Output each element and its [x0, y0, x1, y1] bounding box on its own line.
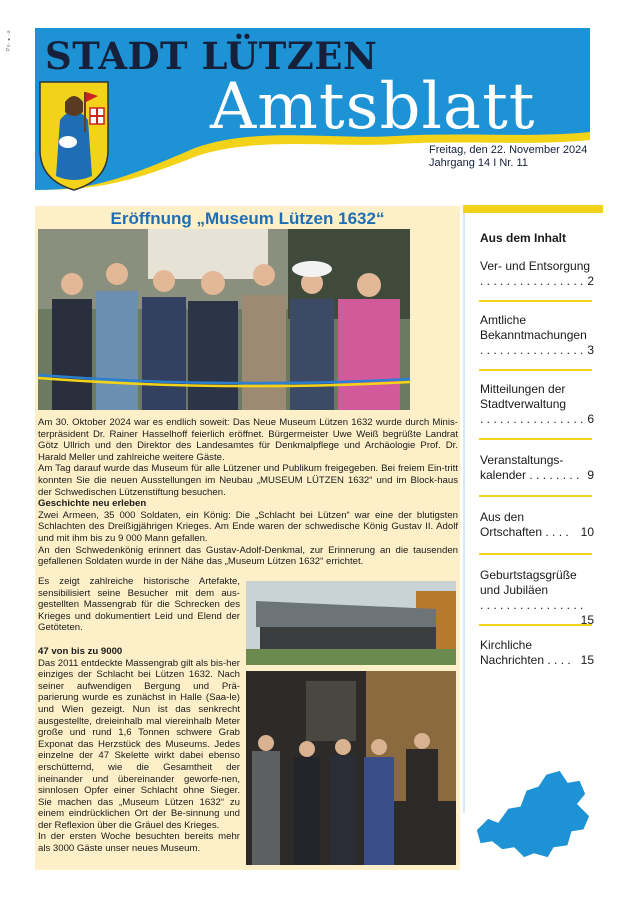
- toc-item-supply[interactable]: [480, 259, 594, 289]
- toc-label: und Jubiläen: [480, 583, 549, 597]
- section-title-grave: 47 von bis zu 9000: [38, 645, 123, 657]
- toc-page: 9: [587, 468, 594, 482]
- toc-title: Aus dem Inhalt: [480, 231, 567, 245]
- toc-item-church[interactable]: [480, 638, 594, 668]
- intro-paragraph: Am 30. Oktober 2024 war es endlich soweit: Das Neue Museum Lützen 1632 wurde durch Minis-terpräsident Dr. Rainer Hasselhoff feierlich eröffnet. Bürgermeister Uwe Weiß begrüßte Landrat Götz Ullrich und den Direktor des Landesamtes für Denkmalpflege und Archäologie Prof. Dr. Harald Meller und zahlreiche weitere Gäste.: [38, 417, 458, 463]
- toc-label: Geburtstagsgrüße: [480, 568, 577, 582]
- toc-page: 2: [587, 274, 594, 288]
- toc-dots: . . . . . . . . . . . . . . . .: [480, 343, 584, 357]
- toc-item-administration[interactable]: [480, 382, 594, 427]
- sidebar-divider: [463, 213, 465, 813]
- toc-item-birthdays[interactable]: [480, 568, 594, 628]
- toc-label: Veranstaltungs-: [480, 453, 564, 467]
- section-title-history: Geschichte neu erleben: [38, 498, 147, 510]
- main-article: [35, 206, 460, 870]
- municipality-map-icon: [468, 760, 600, 860]
- city-crest-icon: [38, 80, 110, 192]
- toc-page: 15: [580, 653, 594, 667]
- museum-interior-photo: [246, 671, 456, 865]
- toc-divider: [479, 495, 592, 497]
- issue-info: [429, 144, 587, 170]
- toc-item-districts[interactable]: [480, 510, 594, 540]
- article-headline: Eröffnung „Museum Lützen 1632“: [110, 209, 385, 228]
- publication-title: Amtsblatt: [210, 70, 536, 144]
- toc-page: 15: [580, 613, 594, 627]
- history-paragraph: Zwei Armeen, 35 000 Soldaten, ein König: Die „Schlacht bei Lützen“ war eine der blutigsten Schlachten des Dreißigjährigen Krieges. Am Ende waren der schwedische König Gustav II. Adolf und mit ihm bis zu 9 000 Mann gefallen.: [38, 509, 458, 544]
- left-column-text: [38, 576, 240, 855]
- toc-dots: . . . . . . . . . . . . . . . .: [480, 598, 584, 612]
- toc-label: Nachrichten . . . .: [480, 653, 571, 667]
- toc-dots: . . . . . . . . . . . . . . . .: [480, 274, 584, 288]
- intro-text: [38, 417, 458, 568]
- toc-label: Mitteilungen der: [480, 382, 566, 396]
- intro-paragraph-2: Am Tag darauf wurde das Museum für alle Lützener und Publikum freigegeben. Bei freiem Ein-tritt konnten Sie die neuen Ausstellungen im Neubau „MUSEUM LÜTZEN 1632“ und im Block-haus der Schwedischen Lützenstiftung besuchen.: [38, 463, 458, 498]
- museum-building-photo: [246, 581, 456, 665]
- city-name: STADT LÜTZEN: [45, 34, 378, 78]
- ribbon-cutting-photo: [38, 229, 410, 410]
- toc-page: 3: [587, 343, 594, 357]
- toc-divider: [479, 438, 592, 440]
- toc-label: Bekanntmachungen: [480, 328, 587, 342]
- toc-item-announcements[interactable]: [480, 313, 594, 358]
- toc-label: Stadtverwaltung: [480, 397, 567, 411]
- sidebar-top-bar: [463, 205, 603, 213]
- masthead: [35, 28, 590, 190]
- toc-divider: [479, 300, 592, 302]
- toc-label: Aus den: [480, 510, 525, 524]
- toc-label: Ortschaften . . . .: [480, 525, 569, 539]
- toc-label: Ver- und Entsorgung: [480, 259, 591, 273]
- toc-divider: [479, 624, 592, 626]
- artifacts-paragraph: Es zeigt zahlreiche historische Artefakte, sensibilisiert seine Besucher mit dem aus-gestellten Massengrab für die Schrecken des Krieges und dokumentiert Leid und Elend der Getöteten.: [38, 576, 240, 634]
- page-code: Ps-●-a: [6, 30, 12, 51]
- toc-label: Amtliche: [480, 313, 527, 327]
- history-paragraph-2: An den Schwedenkönig erinnert das Gustav-Adolf-Denkmal, zur Erinnerung an die tausenden gefallenen Soldaten wurde in der Nähe das „Museum Lützen 1632“ errichtet.: [38, 544, 458, 568]
- toc-divider: [479, 369, 592, 371]
- toc-label: kalender . . . . . . . .: [480, 468, 580, 482]
- grave-paragraph: Das 2011 entdeckte Massengrab gilt als bis-her einziges der Schlacht bei Lützen 1632. Nach seiner aufwendigen Bergung und Prä-parierung wurde es zunächst in Halle (Saa-le) und Wien gezeigt. Nun ist das senkrecht ausgestellte, dreieinhalb mal viereinhalb Meter große und rund 1,6 Tonnen schwere Grab Exponat das Herzstück des Museums. Jedes einzelne der 47 Skelette wirkt dabei ebenso erschütternd, wie die Gesamtheit der ineinander und übereinander geworfe-nen, sinnlosen Opfer einer Schlacht ohne Sieger. Sie machen das „Museum Lützen 1632“ zu einem eindrücklichen Ort der Be-sinnung und der Reflexion über die Gräuel des Krieges.: [38, 657, 240, 831]
- toc-dots: . . . . . . . . . . . . . . . .: [480, 412, 584, 426]
- toc-item-events[interactable]: [480, 453, 594, 483]
- toc-page: 10: [580, 525, 594, 539]
- issue-volume: Jahrgang 14 I Nr. 11: [429, 157, 528, 169]
- visitors-paragraph: In der ersten Woche besuchten bereits mehr als 3000 Gäste unser neues Museum.: [38, 831, 240, 855]
- issue-date: Freitag, den 22. November 2024: [429, 144, 588, 156]
- toc-divider: [479, 553, 592, 555]
- toc-label: Kirchliche: [480, 638, 533, 652]
- toc-page: 6: [587, 412, 594, 426]
